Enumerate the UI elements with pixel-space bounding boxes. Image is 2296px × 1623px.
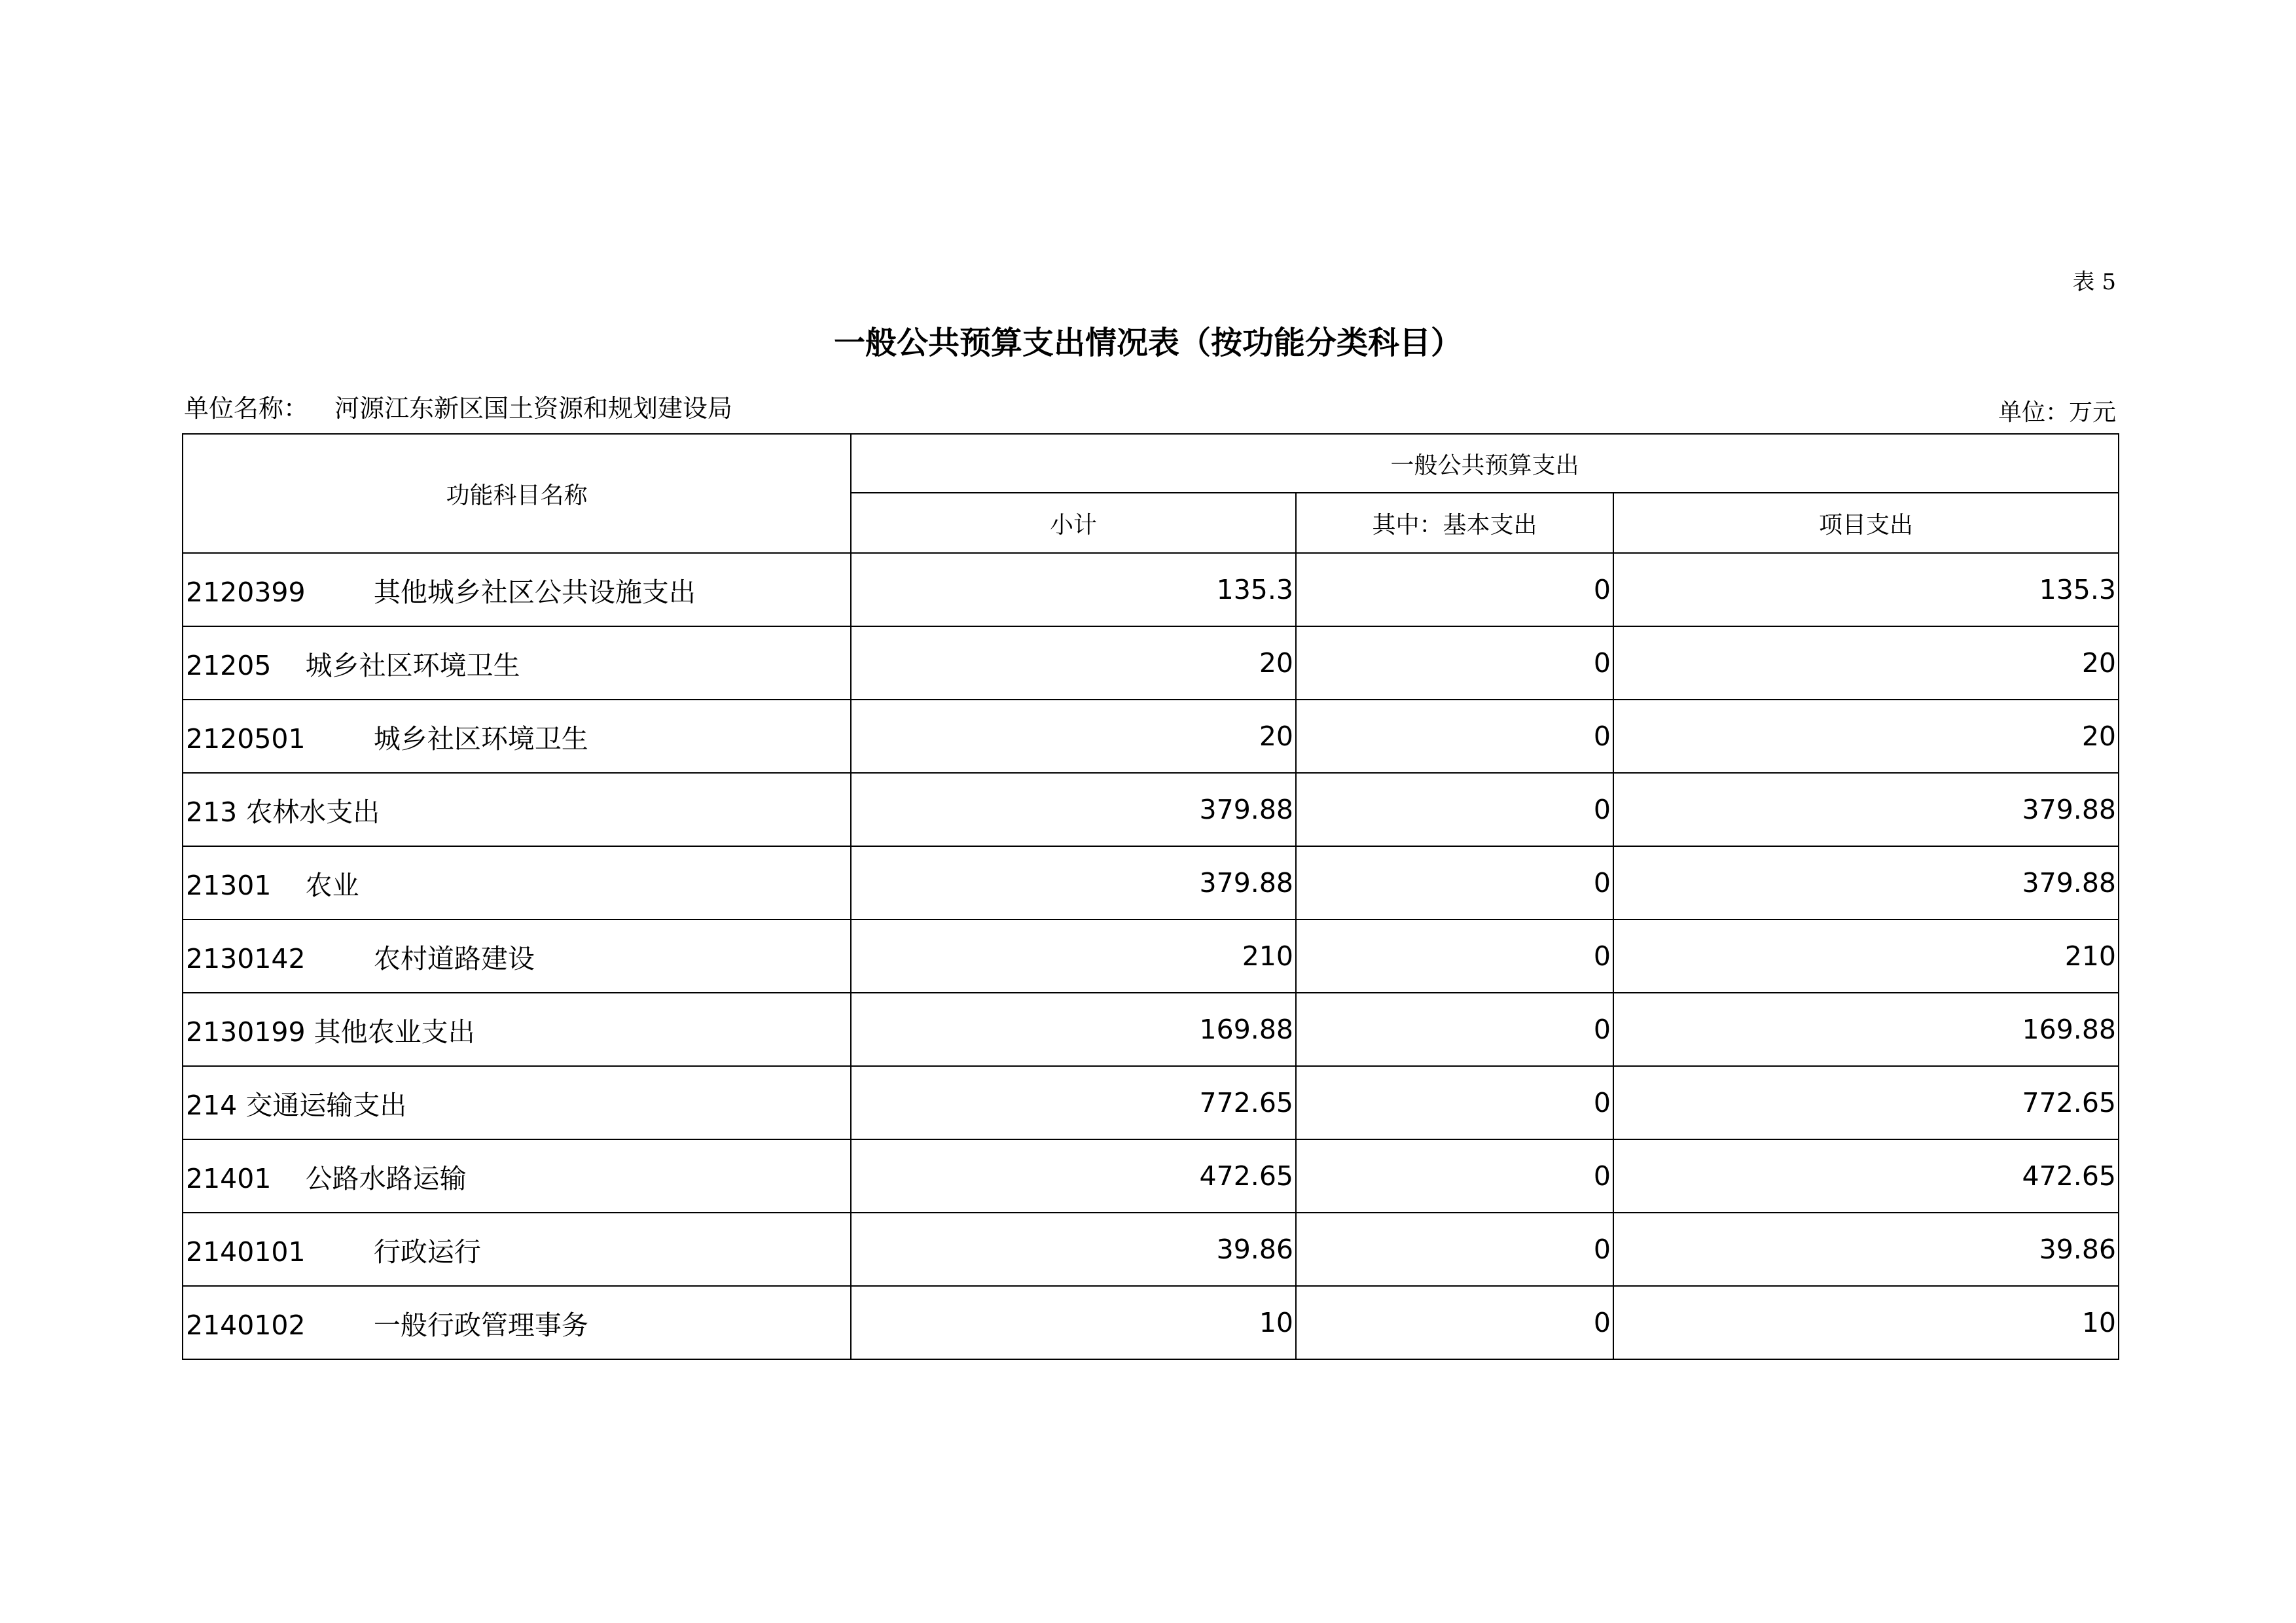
row-subject: [183, 1286, 851, 1359]
header-subtotal: 小计: [851, 493, 1296, 553]
row-subtotal: 39.86: [851, 1213, 1296, 1286]
table-row: [183, 773, 2119, 846]
row-project-expenditure: 20: [1613, 700, 2119, 773]
row-name: 城乡社区环境卫生: [305, 649, 520, 681]
row-indent: [306, 943, 374, 974]
row-indent: [237, 796, 245, 828]
header-budget-group: 一般公共预算支出: [851, 434, 2119, 493]
row-code: 21205: [186, 649, 272, 681]
document-title: 一般公共预算支出情况表（按功能分类科目）: [833, 325, 1462, 361]
row-basic-expenditure: 0: [1296, 553, 1613, 626]
row-basic-expenditure: 0: [1296, 993, 1613, 1066]
row-project-expenditure: 210: [1613, 919, 2119, 993]
row-subject: [183, 1213, 851, 1286]
row-name: 其他城乡社区公共设施支出: [373, 576, 696, 608]
row-code: 2140102: [186, 1309, 306, 1341]
row-indent: [306, 577, 374, 608]
row-basic-expenditure: 0: [1296, 919, 1613, 993]
table-row: [183, 993, 2119, 1066]
header-basic-expenditure: 其中：基本支出: [1296, 493, 1613, 553]
row-subtotal: 772.65: [851, 1066, 1296, 1139]
unit-measure: 单位：万元: [1998, 399, 2116, 426]
row-code: 213: [186, 796, 238, 828]
row-indent: [237, 1090, 245, 1121]
row-code: 2130142: [186, 942, 306, 974]
row-code: 214: [186, 1089, 238, 1121]
table-row: [183, 626, 2119, 700]
row-basic-expenditure: 0: [1296, 1286, 1613, 1359]
row-name: 公路水路运输: [305, 1162, 467, 1194]
row-subject: [183, 1066, 851, 1139]
row-subtotal: 10: [851, 1286, 1296, 1359]
table-row: [183, 700, 2119, 773]
row-subject: [183, 553, 851, 626]
row-subject: [183, 700, 851, 773]
row-basic-expenditure: 0: [1296, 1213, 1613, 1286]
budget-table: [182, 433, 2119, 1360]
row-subject: [183, 626, 851, 700]
row-basic-expenditure: 0: [1296, 846, 1613, 919]
table-row: [183, 553, 2119, 626]
row-subtotal: 472.65: [851, 1139, 1296, 1213]
row-indent: [271, 650, 305, 681]
row-name: 其他农业支出: [314, 1016, 475, 1048]
row-subtotal: 210: [851, 919, 1296, 993]
row-subject: [183, 846, 851, 919]
row-subject: [183, 919, 851, 993]
row-code: 2140101: [186, 1236, 306, 1268]
table-body: [183, 553, 2119, 1359]
row-code: 2120501: [186, 722, 306, 755]
table-row: [183, 846, 2119, 919]
row-basic-expenditure: 0: [1296, 1066, 1613, 1139]
row-project-expenditure: 379.88: [1613, 773, 2119, 846]
row-basic-expenditure: 0: [1296, 1139, 1613, 1213]
row-subtotal: 135.3: [851, 553, 1296, 626]
row-name: 一般行政管理事务: [373, 1309, 588, 1341]
row-subject: [183, 773, 851, 846]
row-name: 行政运行: [373, 1236, 481, 1268]
row-code: 21301: [186, 869, 272, 901]
row-basic-expenditure: 0: [1296, 773, 1613, 846]
row-project-expenditure: 135.3: [1613, 553, 2119, 626]
row-subtotal: 379.88: [851, 846, 1296, 919]
row-basic-expenditure: 0: [1296, 700, 1613, 773]
row-project-expenditure: 379.88: [1613, 846, 2119, 919]
table-row: [183, 1139, 2119, 1213]
unit-name-line: [184, 388, 732, 424]
row-indent: [271, 870, 305, 901]
row-subtotal: 20: [851, 626, 1296, 700]
row-project-expenditure: 472.65: [1613, 1139, 2119, 1213]
row-subject: [183, 1139, 851, 1213]
row-name: 农林水支出: [245, 796, 380, 828]
row-indent: [271, 1163, 305, 1194]
row-project-expenditure: 169.88: [1613, 993, 2119, 1066]
row-code: 2130199: [186, 1016, 306, 1048]
row-subtotal: 20: [851, 700, 1296, 773]
unit-name-value: 河源江东新区国土资源和规划建设局: [334, 394, 733, 423]
unit-name-label: 单位名称：: [184, 394, 309, 423]
table-number: 表 5: [2072, 269, 2116, 295]
row-indent: [306, 723, 374, 755]
row-name: 交通运输支出: [245, 1089, 407, 1121]
row-subtotal: 379.88: [851, 773, 1296, 846]
row-indent: [306, 1236, 374, 1268]
row-indent: [306, 1310, 374, 1341]
row-indent: [306, 1016, 314, 1048]
row-name: 农村道路建设: [373, 942, 535, 974]
row-name: 农业: [305, 869, 359, 901]
row-basic-expenditure: 0: [1296, 626, 1613, 700]
row-project-expenditure: 20: [1613, 626, 2119, 700]
table-row: [183, 1213, 2119, 1286]
row-subject: [183, 993, 851, 1066]
row-project-expenditure: 39.86: [1613, 1213, 2119, 1286]
row-name: 城乡社区环境卫生: [373, 722, 588, 755]
table-row: [183, 919, 2119, 993]
table-row: [183, 1066, 2119, 1139]
row-subtotal: 169.88: [851, 993, 1296, 1066]
row-code: 21401: [186, 1162, 272, 1194]
header-project-expenditure: 项目支出: [1613, 493, 2119, 553]
row-project-expenditure: 772.65: [1613, 1066, 2119, 1139]
table-row: [183, 1286, 2119, 1359]
row-code: 2120399: [186, 576, 306, 608]
row-project-expenditure: 10: [1613, 1286, 2119, 1359]
header-subject-name: 功能科目名称: [183, 434, 851, 553]
